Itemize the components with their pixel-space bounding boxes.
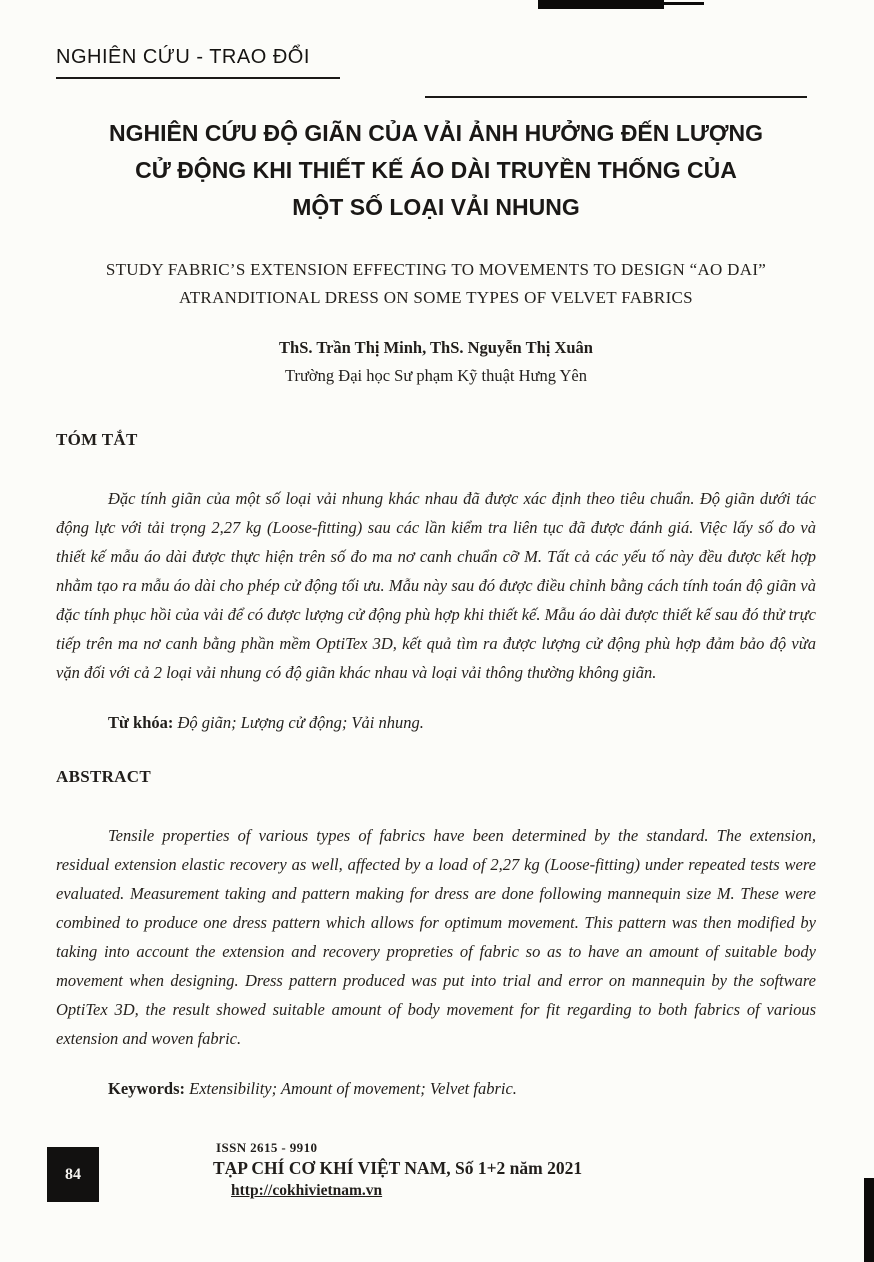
- footer-text-block: [213, 1140, 582, 1200]
- title-english: [56, 256, 816, 312]
- tomtat-heading: TÓM TẮT: [56, 430, 138, 449]
- title-en-line-2: ATRANDITIONAL DRESS ON SOME TYPES OF VELVET FABRICS: [179, 288, 693, 307]
- title-vi-line-1: NGHIÊN CỨU ĐỘ GIÃN CỦA VẢI ẢNH HƯỞNG ĐẾN LƯỢNG: [108, 120, 764, 146]
- page-footer: [0, 1140, 874, 1220]
- page-number-box: [47, 1147, 99, 1202]
- tomtat-body: Đặc tính giãn của một số loại vải nhung khác nhau đã được xác định theo tiêu chuẩn. Độ giãn dưới tác động lực với tải trọng 2,27 kg (Loose-fitting) sau các lần kiểm tra liên tục đã được đánh giá. Việc lấy số đo và thiết kế mẫu áo dài được thực hiện trên số đo ma nơ canh chuẩn cỡ M. Tất cả các yếu tố này đều được kết hợp nhằm tạo ra mẫu áo dài cho phép cử động tối ưu. Mẫu này sau đó được điều chỉnh bằng cách tính toán độ giãn và đặc tính phục hồi của vải để có được lượng cử động phù hợp khi thiết kế. Mẫu áo dài được thiết kế sau đó thử trực tiếp trên ma nơ canh bằng phần mềm OptiTex 3D, kết quả tìm ra được lượng cử động phù hợp đảm bảo độ vừa vặn đối với cả 2 loại vải nhung có độ giãn khác nhau và loại vải thông thường không giãn.: [56, 489, 816, 682]
- issn: ISSN 2615 - 9910: [216, 1140, 318, 1155]
- title-vi-line-3: MỘT SỐ LOẠI VẢI NHUNG: [292, 194, 580, 220]
- section-header-block: [56, 46, 816, 79]
- header-rule: [56, 77, 340, 79]
- abstract-body: Tensile properties of various types of fabrics have been determined by the standard. The extension, residual extension elastic recovery as well, affected by a load of 2,27 kg (Loose-fitting) under repeated tests were evaluated. Measurement taking and pattern making for dress are done following mannequin size M. These were combined to produce one dress pattern which allows for optimum movement. This pattern was then modified by taking into account the extension and recovery propreties of fabric so as to have an amount of suitable body movement when designing. Dress pattern produced was put into trial and error on mannequin by the software OptiTex 3D, the result showed suitable amount of body movement for fit regarding to both fabrics of various extension and woven fabric.: [56, 826, 816, 1048]
- title-vietnamese: [56, 115, 816, 226]
- section-header: NGHIÊN CỨU - TRAO ĐỔI: [56, 46, 310, 68]
- tukhoa-text: Độ giãn; Lượng cử động; Vải nhung.: [177, 713, 424, 732]
- abstract-heading: ABSTRACT: [56, 767, 151, 786]
- tukhoa-line: [56, 713, 816, 733]
- keywords-line: [56, 1079, 816, 1099]
- keywords-label: Keywords:: [108, 1079, 185, 1098]
- journal-name: TẠP CHÍ CƠ KHÍ VIỆT NAM, Số 1+2 năm 2021: [213, 1158, 583, 1178]
- keywords-text: Extensibility; Amount of movement; Velvet fabric.: [189, 1079, 517, 1098]
- affiliation: Trường Đại học Sư phạm Kỹ thuật Hưng Yên: [285, 366, 587, 385]
- title-vi-line-2: CỬ ĐỘNG KHI THIẾT KẾ ÁO DÀI TRUYỀN THỐNG CỦA: [135, 157, 737, 183]
- title-en-line-1: STUDY FABRIC’S EXTENSION EFFECTING TO MOVEMENTS TO DESIGN “AO DAI”: [105, 260, 767, 279]
- authors: ThS. Trần Thị Minh, ThS. Nguyễn Thị Xuân: [279, 338, 593, 357]
- journal-url: http://cokhivietnam.vn: [231, 1182, 383, 1199]
- tukhoa-label: Từ khóa:: [108, 713, 174, 732]
- page-number: 84: [65, 1165, 81, 1183]
